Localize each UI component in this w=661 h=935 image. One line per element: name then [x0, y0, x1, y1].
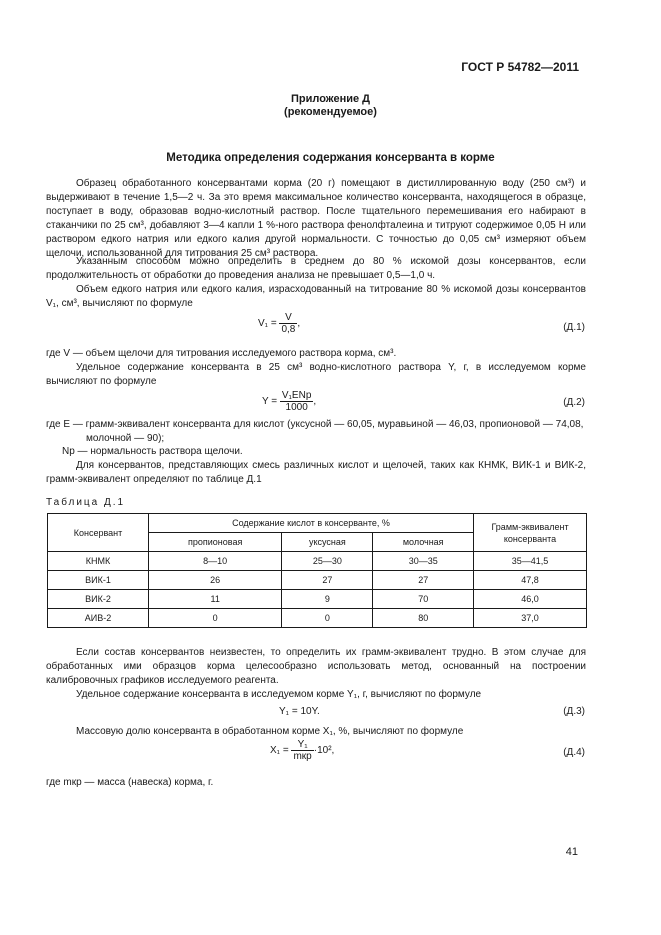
paragraph-text: где E — грамм-эквивалент консерванта для кислот (уксусной — 60,05, муравьиной — 46,03, пропионовой — 74,08,	[46, 419, 584, 430]
section-title: Методика определения содержания консерванта в корме	[166, 152, 495, 164]
equation-d1	[258, 312, 300, 335]
equation-d3: Y₁ = 10Y.	[279, 706, 320, 717]
paragraph-sample-prep	[46, 177, 586, 261]
cell-acetic: 0	[282, 609, 373, 628]
fraction-numerator: Y₁	[291, 739, 313, 751]
table-row	[48, 571, 587, 590]
equation-d4	[270, 739, 334, 762]
table-header-gram-eq: Грамм-эквивалент консерванта	[474, 514, 587, 552]
preservative-table	[47, 513, 587, 628]
cell-preservative: ВИК-2	[48, 590, 149, 609]
equation-lhs: Y =	[262, 396, 278, 408]
equation-label-d3: (Д.3)	[563, 706, 585, 717]
paragraph-text: Для консервантов, представляющих смесь различных кислот и щелочей, таких как КНМК, ВИК-1 и ВИК-2, грамм-эквивалент определяют по таблице Д.1	[46, 460, 586, 485]
cell-preservative: ВИК-1	[48, 571, 149, 590]
cell-propionic: 8—10	[149, 552, 282, 571]
cell-acetic: 9	[282, 590, 373, 609]
table-header-acetic: уксусная	[282, 533, 373, 552]
equation-lhs: V₁ =	[258, 318, 277, 330]
cell-propionic: 0	[149, 609, 282, 628]
appendix-title: Приложение Д	[291, 93, 370, 105]
page-number: 41	[565, 846, 578, 858]
paragraph-text: Массовую долю консерванта в обработанном корме X₁, %, вычисляют по формуле	[76, 726, 464, 737]
cell-lactic: 80	[373, 609, 474, 628]
equation-tail: ,	[297, 318, 301, 330]
cell-gram-eq: 35—41,5	[474, 552, 587, 571]
cell-lactic: 70	[373, 590, 474, 609]
equation-tail: ,	[313, 396, 317, 408]
equation-fraction	[280, 390, 317, 413]
equation-lhs: X₁ =	[270, 745, 289, 757]
equation-fraction	[291, 739, 313, 762]
equation-fraction	[279, 312, 297, 335]
paragraph-e-definition	[46, 418, 586, 432]
cell-lactic: 27	[373, 571, 474, 590]
table-row	[48, 609, 587, 628]
fraction-numerator: V	[279, 312, 297, 324]
table-row	[48, 552, 587, 571]
cell-preservative: КНМК	[48, 552, 149, 571]
table-header-propionic: пропионовая	[149, 533, 282, 552]
fraction-denominator: mкр	[293, 751, 312, 762]
table-header-lactic: молочная	[373, 533, 474, 552]
equation-label-d1: (Д.1)	[563, 322, 585, 333]
paragraph-text: где V — объем щелочи для титрования исследуемого раствора корма, см³.	[46, 348, 397, 359]
paragraph-text: Образец обработанного консервантами корма (20 г) помещают в дистиллированную воду (250 см³) и выдерживают в течение 1,5—2 ч. За это время максимальное количество консерванта, находящегося в образце, поступает в воду, образовав водно-кислотный раствор. После тщательного перемешивания его набирают в стаканчики по 25 см³, добавляют 3—4 капли 1 %-ного раствора фенолфталеина и титруют содержимое 0,05 Н или раствором едкого натрия или едкого калия другой нормальности. С точностью до 0,05 см³ измеряют объем щелочи, использованной для титрования 25 см³ раствора.	[46, 178, 586, 259]
paragraph-text: где mкр — масса (навеска) корма, г.	[46, 777, 214, 788]
paragraph-text: Указанным способом можно определить в среднем до 80 % искомой дозы консервантов, если продолжительность от обработки до проведения анализа не превышает 0,5—1,0 ч.	[46, 256, 586, 281]
cell-gram-eq: 47,8	[474, 571, 587, 590]
paragraph-method-limit	[46, 255, 586, 283]
paragraph-text: молочной — 90);	[86, 433, 165, 444]
cell-propionic: 26	[149, 571, 282, 590]
cell-preservative: АИВ-2	[48, 609, 149, 628]
paragraph-text: Объем едкого натрия или едкого калия, израсходованный на титрование 80 % искомой дозы консервантов V₁, см³, вычисляют по формуле	[46, 284, 586, 309]
paragraph-x1-intro	[46, 725, 586, 739]
paragraph-unknown-composition	[46, 646, 586, 688]
cell-gram-eq: 46,0	[474, 590, 587, 609]
paragraph-v-definition	[46, 347, 586, 361]
fraction-numerator: V₁ENр	[281, 390, 312, 401]
cell-propionic: 11	[149, 590, 282, 609]
paragraph-np-definition	[62, 445, 582, 459]
fraction-denominator: 0,8	[281, 324, 296, 335]
paragraph-y-intro	[46, 361, 586, 389]
equation-tail: ·10²,	[313, 745, 335, 757]
paragraph-text: Nр — нормальность раствора щелочи.	[62, 446, 243, 457]
cell-gram-eq: 37,0	[474, 609, 587, 628]
cell-acetic: 25—30	[282, 552, 373, 571]
table-caption: Таблица Д.1	[46, 497, 126, 508]
paragraph-table-ref	[46, 459, 586, 487]
equation-d2	[262, 390, 316, 413]
paragraph-m-definition	[46, 776, 586, 790]
paragraph-e-continuation	[86, 432, 586, 446]
equation-label-d4: (Д.4)	[563, 747, 585, 758]
document-header: ГОСТ Р 54782—2011	[461, 60, 579, 74]
table-header-preservative: Консервант	[48, 514, 149, 552]
table-header-acids-group: Содержание кислот в консерванте, %	[149, 514, 474, 533]
paragraph-text: Удельное содержание консерванта в 25 см³ водно-кислотного раствора Y, г, в исследуемом корме вычисляют по формуле	[46, 362, 586, 387]
cell-acetic: 27	[282, 571, 373, 590]
appendix-subtitle: (рекомендуемое)	[284, 106, 377, 118]
paragraph-text: Удельное содержание консерванта в исследуемом корме Y₁, г, вычисляют по формуле	[76, 689, 482, 700]
cell-lactic: 30—35	[373, 552, 474, 571]
paragraph-v1-intro	[46, 283, 586, 311]
equation-label-d2: (Д.2)	[563, 397, 585, 408]
paragraph-y1-intro	[46, 688, 586, 702]
table-row	[48, 590, 587, 609]
fraction-denominator: 1000	[285, 402, 308, 413]
paragraph-text: Если состав консервантов неизвестен, то определить их грамм-эквивалент трудно. В этом случае для обработанных ими образцов корма целесообразно использовать метод, основанный на построении калибровочных графиков исследуемого реагента.	[46, 647, 586, 686]
